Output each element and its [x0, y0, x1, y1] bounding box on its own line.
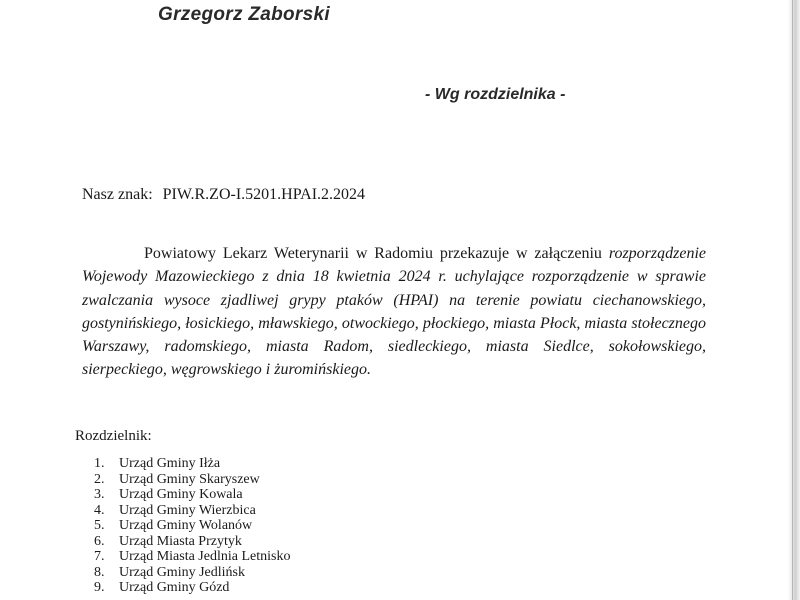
list-item [94, 456, 290, 472]
reference-number: PIW.R.ZO-I.5201.HPAI.2.2024 [162, 186, 366, 203]
list-item [94, 534, 290, 550]
distribution-label: Rozdzielnik: [75, 428, 152, 444]
list-item-number: 9. [94, 580, 105, 595]
list-item-text: Urząd Gminy Wierzbica [119, 502, 256, 518]
list-item-text: Urząd Gminy Skaryszew [119, 471, 260, 487]
list-item-number: 7. [94, 549, 105, 564]
list-item-number: 8. [94, 564, 105, 580]
reference-line [82, 186, 365, 204]
page-edge-shadow [788, 0, 800, 600]
body-italic: rozporządzenie Wojewody Mazowieckiego z dnia 18 kwietnia 2024 r. uchylające rozporządzenie w sprawie zwalczania wysoce zjadliwej grypy ptaków (HPAI) na terenie powiatu ciechanowskiego, gostynińskiego, łosickiego, mławskiego, otwockiego, płockiego, miasta Płock, miasta stołecznego Warszawy, radomskiego, miasta Radom, siedleckiego, miasta Siedlce, sokołowskiego, sierpeckiego, węgrowskiego i żuromińskiego. [82, 245, 706, 379]
distribution-list [94, 456, 290, 596]
list-item-text: Urząd Gminy Kowala [119, 487, 243, 502]
list-item-text: Urząd Gminy Jedlińsk [119, 564, 245, 580]
list-item [94, 472, 290, 488]
list-item-text: Urząd Miasta Jedlnia Letnisko [119, 549, 291, 564]
list-item-number: 3. [94, 487, 105, 502]
list-item-text: Urząd Gminy Iłża [119, 456, 221, 471]
list-item-text: Urząd Miasta Przytyk [119, 533, 242, 549]
sender-name: Grzegorz Zaborski [158, 4, 330, 25]
list-item-number: 1. [94, 456, 105, 471]
list-item-number: 4. [94, 502, 105, 518]
body-intro: Powiatowy Lekarz Weterynarii w Radomiu przekazuje w załączeniu [144, 245, 609, 262]
reference-label: Nasz znak: [82, 186, 153, 203]
list-item-number: 6. [94, 533, 105, 549]
list-item-number: 2. [94, 471, 105, 487]
list-item-text: Urząd Gminy Wolanów [119, 518, 253, 533]
list-item [94, 518, 290, 534]
list-item-number: 5. [94, 518, 105, 533]
body-paragraph [82, 242, 706, 382]
recipient-line: - Wg rozdzielnika - [425, 86, 566, 103]
page-edge-line [792, 0, 793, 600]
list-item [94, 549, 290, 565]
list-item [94, 503, 290, 519]
list-item [94, 580, 290, 596]
list-item-text: Urząd Gminy Gózd [119, 580, 230, 595]
list-item [94, 487, 290, 503]
list-item [94, 565, 290, 581]
